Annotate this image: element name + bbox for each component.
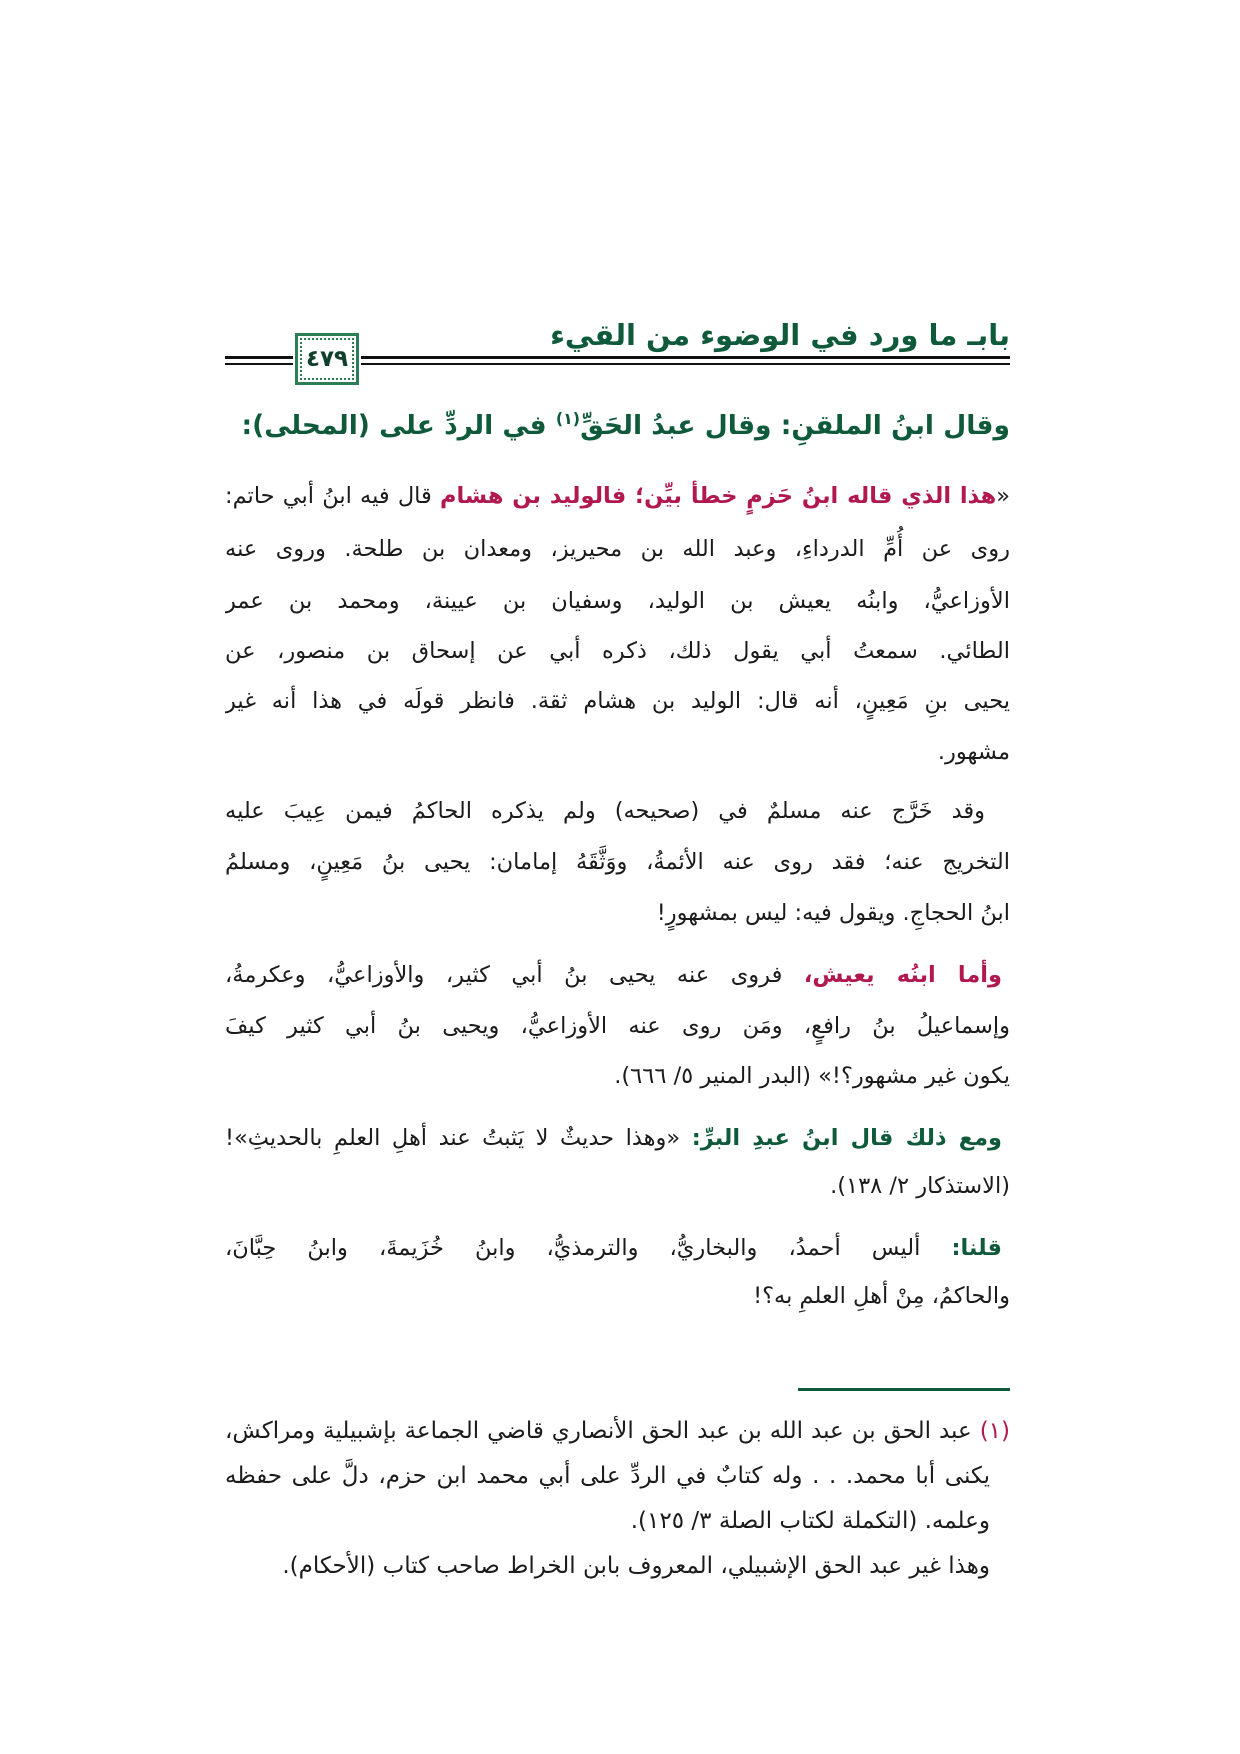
highlighted-phrase: ومع ذلك قال ابنُ عبدِ البرِّ:	[691, 1125, 1003, 1151]
footnote-text: عبد الحق بن عبد الله بن عبد الحق الأنصاري قاضي الجماعة بإشبيلية ومراكش،	[225, 1418, 972, 1444]
text-line: وإسماعيلُ بنُ رافعٍ، ومَن روى عنه الأوزاعيُّ، ويحيى بنُ أبي كثير كيفَ	[225, 1013, 1010, 1039]
page-number-frame	[295, 333, 359, 385]
footnote-line: وهذا غير عبد الحق الإشبيلي، المعروف بابن الخراط صاحب كتاب (الأحكام).	[282, 1553, 990, 1579]
line-text: أليس أحمدُ، والبخاريُّ، والترمذيُّ، وابنُ خُزَيمةَ، وابنُ حِبَّانَ،	[225, 1235, 921, 1261]
text-line: يحيى بنِ مَعِينٍ، أنه قال: الوليد بن هشام ثقة. فانظر قولَه في هذا أنه غير	[225, 688, 1010, 714]
line-text: فروى عنه يحيى بنُ أبي كثير، والأوزاعيُّ، وعكرمةُ،	[225, 962, 783, 988]
page-number: ٤٧٩	[300, 338, 354, 380]
text-line: روى عن أُمِّ الدرداءِ، وعبد الله بن محيريز، ومعدان بن طلحة. وروى عنه	[225, 536, 1010, 562]
running-title: بابـ ما ورد في الوضوء من القيء	[550, 318, 1010, 352]
footnote-line: يكنى أبا محمد. . . وله كتابٌ في الردِّ على أبي محمد ابن حزم، دلَّ على حفظه	[225, 1463, 990, 1489]
heading-text-after: في الردِّ على (المحلى):	[241, 410, 547, 441]
highlighted-phrase: وأما ابنُه يعيش،	[803, 962, 1002, 988]
text-line: (الاستذكار ٢/ ١٣٨).	[830, 1173, 1010, 1199]
paragraph-first-line	[225, 949, 1010, 1001]
highlighted-phrase: قلنا:	[951, 1235, 1003, 1261]
paragraph-first-line	[225, 470, 1010, 522]
text-line: مشهور.	[937, 739, 1010, 765]
paragraph-first-line	[225, 1112, 1010, 1164]
text-line: ابنُ الحجاجِ. ويقول فيه: ليس بمشهورٍ!	[656, 900, 1010, 926]
header-rule-left	[225, 356, 293, 365]
paragraph-first-line	[225, 1222, 1010, 1274]
heading-footnote-ref: (١)	[555, 409, 581, 429]
text-line: والحاكمُ، مِنْ أهلِ العلمِ به؟!	[753, 1283, 1010, 1309]
line-text: قال فيه ابنُ أبي حاتم:	[225, 483, 432, 509]
footnote-line: وعلمه. (التكملة لكتاب الصلة ٣/ ١٢٥).	[630, 1508, 990, 1534]
line-text: «وهذا حديثٌ لا يَثبتُ عند أهلِ العلمِ بالحديثِ»!	[225, 1125, 681, 1151]
header-rule-right	[361, 356, 1010, 365]
footnote-line	[225, 1409, 1010, 1453]
footnote-marker: (١)	[979, 1418, 1010, 1444]
section-heading	[225, 400, 1010, 452]
opening-quote: «	[996, 483, 1010, 509]
highlighted-phrase: هذا الذي قاله ابنُ حَزمٍ خطأ بيِّن؛ فالوليد بن هشام	[439, 483, 997, 509]
footnote-separator	[798, 1388, 1010, 1391]
heading-text: وقال ابنُ الملقنِ: وقال عبدُ الحَقِّ	[580, 410, 1010, 441]
paragraph-first-line: وقد خَرَّج عنه مسلمٌ في (صحيحه) ولم يذكره الحاكمُ فيمن عِيبَ عليه	[225, 798, 985, 824]
text-line: الأوزاعيُّ، وابنُه يعيش بن الوليد، وسفيان بن عيينة، ومحمد بن عمر	[225, 588, 1010, 614]
text-line: التخريج عنه؛ فقد روى عنه الأئمةُ، ووَثَّقَهُ إمامان: يحيى بنُ مَعِينٍ، ومسلمُ	[225, 849, 1010, 875]
text-line: الطائي. سمعتُ أبي يقول ذلك، ذكره أبي عن إسحاق بن منصور، عن	[225, 638, 1010, 664]
text-line: يكون غير مشهور؟!» (البدر المنير ٥/ ٦٦٦).	[614, 1063, 1010, 1089]
